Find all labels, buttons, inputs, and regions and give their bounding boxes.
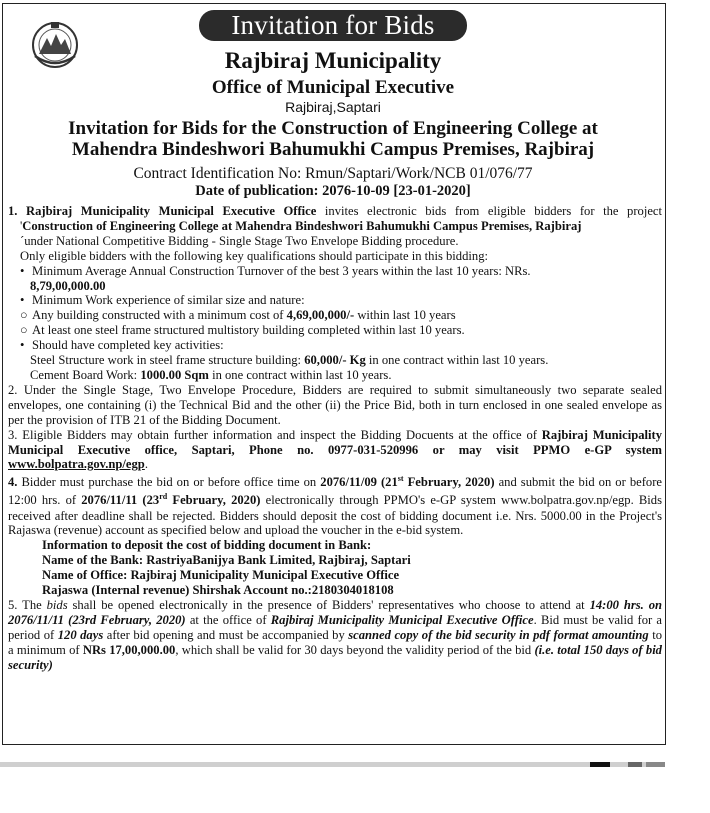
bid-validity-days: 120 days [57,627,104,642]
section-5-t2: shall be opened electronically in the presence of Bidders' representatives who choose to attend at [67,597,590,612]
section-3-end: . [144,457,148,472]
notice-body [8,204,662,672]
submission-deadline-sup: rd [159,492,168,502]
submission-deadline: 2076/11/11 (23 [81,493,160,508]
activity-steel-structure [8,353,662,368]
section-5-paragraph [8,598,662,673]
section-3-paragraph [8,428,662,473]
contract-identification: Contract Identification No: Rmun/Saptari/Work/NCB 01/076/77 [133,165,533,182]
office-address: Rajbiraj,Saptari [285,99,381,115]
footer-divider [0,762,665,767]
section-5-number: 5. [8,597,18,612]
key-activities-text: Should have completed key activities: [32,338,224,353]
section-5-bids: bids [46,597,68,612]
purchase-deadline-end: February, 2020) [403,475,495,490]
bid-opening-office: Rajbiraj Municipality Municipal Executive Office [270,612,534,627]
section-3-office: Rajbiraj Municipality Municipal Executive office, Saptari, Phone no. 0977-031-520996 or may visit PPMO e-GP system [8,427,662,457]
activity-cement-board [8,368,662,383]
section-2-number: 2. [8,382,18,397]
qualification-turnover [8,264,662,279]
qualification-steel-frame [8,323,662,338]
bid-notice [2,3,666,745]
bullet-icon: • [20,338,25,353]
qualification-turnover-amount: 8,79,00,000.00 [30,278,106,293]
cement-board-pre: Cement Board Work: [30,367,141,382]
circle-bullet-icon: ○ [20,323,28,338]
notice-title-line-1: Invitation for Bids for the Construction of Engineering College at [68,118,598,139]
purchase-deadline: 2076/11/09 (21 [320,475,398,490]
circle-bullet-icon: ○ [20,308,28,323]
section-2-paragraph [8,383,662,428]
section-4-paragraph [8,472,662,538]
section-4-t2: and submit the bid on or before 12:00 hrs. of [8,475,662,508]
section-4-t1: Bidder must purchase the bid on or before office time on [21,475,321,490]
section-1-eligibility: Only eligible bidders with the following key qualifications should participate in this bidding: [20,248,488,263]
section-4-t3: electronically through PPMO's e-GP system www.bolpatra.gov.np/egp. Bids received after deadline shall be rejected. Bidders should deposit the cost of bidding document i.e. Nrs. 5000.00 in the Project's Rajaswa (revenue) account as specified below and upload the voucher in the e-bid system. [8,493,663,538]
building-cost-post: within last 10 years [354,308,456,323]
section-1-procedure: ´under National Competitive Bidding - Single Stage Two Envelope Bidding procedure. [20,233,459,248]
steel-structure-pre: Steel Structure work in steel frame structure building: [30,353,305,368]
steel-frame-text: At least one steel frame structured multistory building completed within last 10 years. [32,323,465,338]
bid-security-total: (i.e. total 150 days of bid security) [8,642,662,672]
section-1-paragraph [8,204,662,234]
bid-opening-time: 14:00 hrs. on 2076/11/11 (23rd February, 2020) [8,597,662,627]
bullet-icon: • [20,293,25,308]
office-name: Office of Municipal Executive [211,77,455,98]
bank-info-heading: Information to deposit the cost of bidding document in Bank: [42,538,372,553]
footer-tab-mark [646,762,665,767]
cement-board-amount: 1000.00 Sqm [140,367,209,382]
building-cost-amount: 4,69,00,000/- [286,308,355,323]
building-cost-pre: Any building constructed with a minimum cost of [32,308,287,323]
bank-office-name: Name of Office: Rajbiraj Municipality Municipal Executive Office [42,568,400,583]
section-1-intro: invites electronic bids from eligible bidders for the project [316,204,663,218]
cement-board-post: in one contract within last 10 years. [208,367,392,382]
publication-date: Date of publication: 2076-10-09 [23-01-2020] [195,183,471,199]
section-3-number: 3. [8,427,18,442]
notice-title [3,118,663,160]
steel-structure-amount: 60,000/- Kg [304,353,366,368]
footer-tab-mark [628,762,642,767]
section-5-t3: at the office of [185,612,271,627]
banner-invitation-for-bids: Invitation for Bids [199,10,467,41]
bid-security-format: scanned copy of the bid security in pdf format amounting [348,627,649,642]
municipality-name: Rajbiraj Municipality [224,48,442,73]
section-5-t6: to a minimum of [8,627,662,657]
submission-deadline-end: February, 2020) [167,493,261,508]
qualification-experience [8,293,662,308]
section-1-org: Rajbiraj Municipality Municipal Executive Office [26,204,317,218]
section-4-number: 4. [8,475,18,490]
qualification-experience-text: Minimum Work experience of similar size and nature: [32,293,305,308]
section-1-number: 1. [8,204,18,218]
bank-account: Rajaswa (Internal revenue) Shirshak Account no.:2180304018108 [42,583,394,598]
section-2-text: Under the Single Stage, Two Envelope Procedure, Bidders are required to submit simultaneously two separate sealed envelopes, one containing (i) the Technical Bid and the other (ii) the Price Bid, both in turn enclosed in one sealed envelope as per the provision of ITB 21 of the Bidding Document. [8,382,662,427]
purchase-deadline-sup: st [397,474,404,484]
bullet-icon: • [20,263,25,278]
bolpatra-link[interactable]: www.bolpatra.gov.np/egp [8,457,145,472]
footer-tab-mark [590,762,610,767]
notice-title-line-2: Mahendra Bindeshwori Bahumukhi Campus Premises, Rajbiraj [71,139,595,160]
section-3-text: Eligible Bidders may obtain further information and inspect the Bidding Docuents at the office of [22,427,542,442]
steel-structure-post: in one contract within last 10 years. [365,353,549,368]
section-5-t1: The [22,597,47,612]
bid-security-amount: NRs 17,00,000.00 [82,642,176,657]
qualification-building-cost [8,308,662,323]
section-5-t4: . Bid must be valid for a period of [8,612,663,642]
section-1-project: Construction of Engineering College at Mahendra Bindeshwori Bahumukhi Campus Premises, Rajbiraj [22,218,582,233]
section-5-t5: after bid opening and must be accompanied by [103,627,349,642]
bank-name: Name of the Bank: RastriyaBanijya Bank Limited, Rajbiraj, Saptari [42,553,411,568]
qualification-turnover-text: Minimum Average Annual Construction Turnover of the best 3 years within the last 10 years: NRs. [32,263,531,278]
section-1-quote: ' [20,218,23,233]
section-5-t7: , which shall be valid for 30 days beyond the validity period of the bid [175,642,535,657]
qualification-key-activities [8,338,662,353]
